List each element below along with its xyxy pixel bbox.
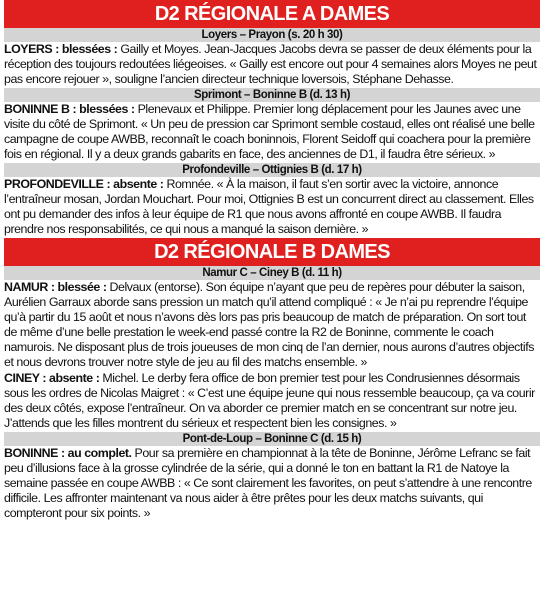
article-text: Delvaux (entorse). Son équipe n’ayant que peu de repères pour débuter la saison, Aurélien Garraux aborde sans pression un match qu’il attend compliqué : « Je n’ai pu reprendre l’équipe qu’à partir du 15 août et nous n’avons dès lors pas pris beaucoup de match de préparation. On sort tout de même d’une belle prestation le week-end passé contre la R2 de Boninne, commente le coach namurois. Ne disposant plus de trois joueuses de mon cinq de l’an dernier, nous aurons d’autres objectifs et nous devrons trouver notre style de jeu au fil des matchs ensemble. » bbox=[4, 280, 534, 369]
article-text: Plenevaux et Philippe. Premier long déplacement pour les Jaunes avec une visite du côté de Sprimont. « Un peu de pression car Sprimont semble costaud, elles ont réalisé une belle campagne de coupe AWBB, reconnaît le coach boninnois, Florent Seidoff qui coachera pour la première fois en régional. Il y a deux grands gabarits en face, des anciennes de D1, il faudra être sérieux. » bbox=[4, 102, 535, 161]
article-namur bbox=[4, 280, 540, 371]
match-header-loyers-prayon: Loyers – Prayon (s. 20 h 30) bbox=[4, 28, 540, 42]
article-text: Romnée. « À la maison, il faut s’en sortir avec la victoire, annonce l’entraîneur mosan, Jordan Mouchart. Pour moi, Ottignies B est un concurrent direct au classement. Elles ont pu demander des infos à leur équipe de R1 que nous avons affronté en coupe AWBB. Il faudra prendre nos responsabilités, ce qui nous a manqué la saison dernière. » bbox=[4, 177, 534, 236]
team-label: PROFONDEVILLE : absente : bbox=[4, 177, 164, 191]
team-label: LOYERS : blessées : bbox=[4, 42, 118, 56]
team-label: BONINNE B : blessées : bbox=[4, 102, 135, 116]
team-label: BONINNE : au complet. bbox=[4, 446, 132, 460]
article-text: Pour sa première en championnat à la tête de Boninne, Jérôme Lefranc se fait peu d’illusions face à la grosse cylindrée de la série, qui a donné le ton en battant la R1 de Natoye la semaine passée en coupe AWBB : « Ce sont clairement les favorites, on peut s’attendre à une rencontre difficile. Les affronter maintenant va nous aider à être prêtes pour les deux matchs suivants, qui compteront pour six points. » bbox=[4, 446, 532, 520]
match-header-pont-de-loup-boninne-c: Pont-de-Loup – Boninne C (d. 15 h) bbox=[4, 432, 540, 446]
section-header-d2-regionale-a: D2 RÉGIONALE A DAMES bbox=[4, 0, 540, 28]
article-boninne-c bbox=[4, 446, 540, 522]
article-profondeville bbox=[4, 177, 540, 238]
article-loyers bbox=[4, 42, 540, 88]
match-header-namur-c-ciney-b: Namur C – Ciney B (d. 11 h) bbox=[4, 266, 540, 280]
article-boninne-b bbox=[4, 102, 540, 163]
match-header-profondeville-ottignies-b: Profondeville – Ottignies B (d. 17 h) bbox=[4, 163, 540, 177]
article-text: Michel. Le derby fera office de bon premier test pour les Condrusiennes désormais sous les ordres de Nicolas Maigret : « C’est une équipe jeune qui nous ressemble beaucoup, ça va courir des deux côtés, expose l’entraîneur. On va aborder ce premier match en se concentrant sur notre jeu. J’attends que les filles montrent du sérieux et respectent bien les consignes. » bbox=[4, 371, 535, 430]
article-text: Gailly et Moyes. Jean-Jacques Jacobs devra se passer de deux éléments pour la réception des toujours redoutées liégeoises. « Gailly est encore out pour 4 semaines alors Moyes ne peut pas encore rejouer », souligne l’ancien directeur technique loversois, Stéphane Dehasse. bbox=[4, 42, 537, 86]
match-header-sprimont-boninne-b: Sprimont – Boninne B (d. 13 h) bbox=[4, 88, 540, 102]
team-label: NAMUR : blessée : bbox=[4, 280, 107, 294]
section-header-d2-regionale-b: D2 RÉGIONALE B DAMES bbox=[4, 238, 540, 266]
team-label: CINEY : absente : bbox=[4, 371, 100, 385]
article-ciney bbox=[4, 371, 540, 432]
